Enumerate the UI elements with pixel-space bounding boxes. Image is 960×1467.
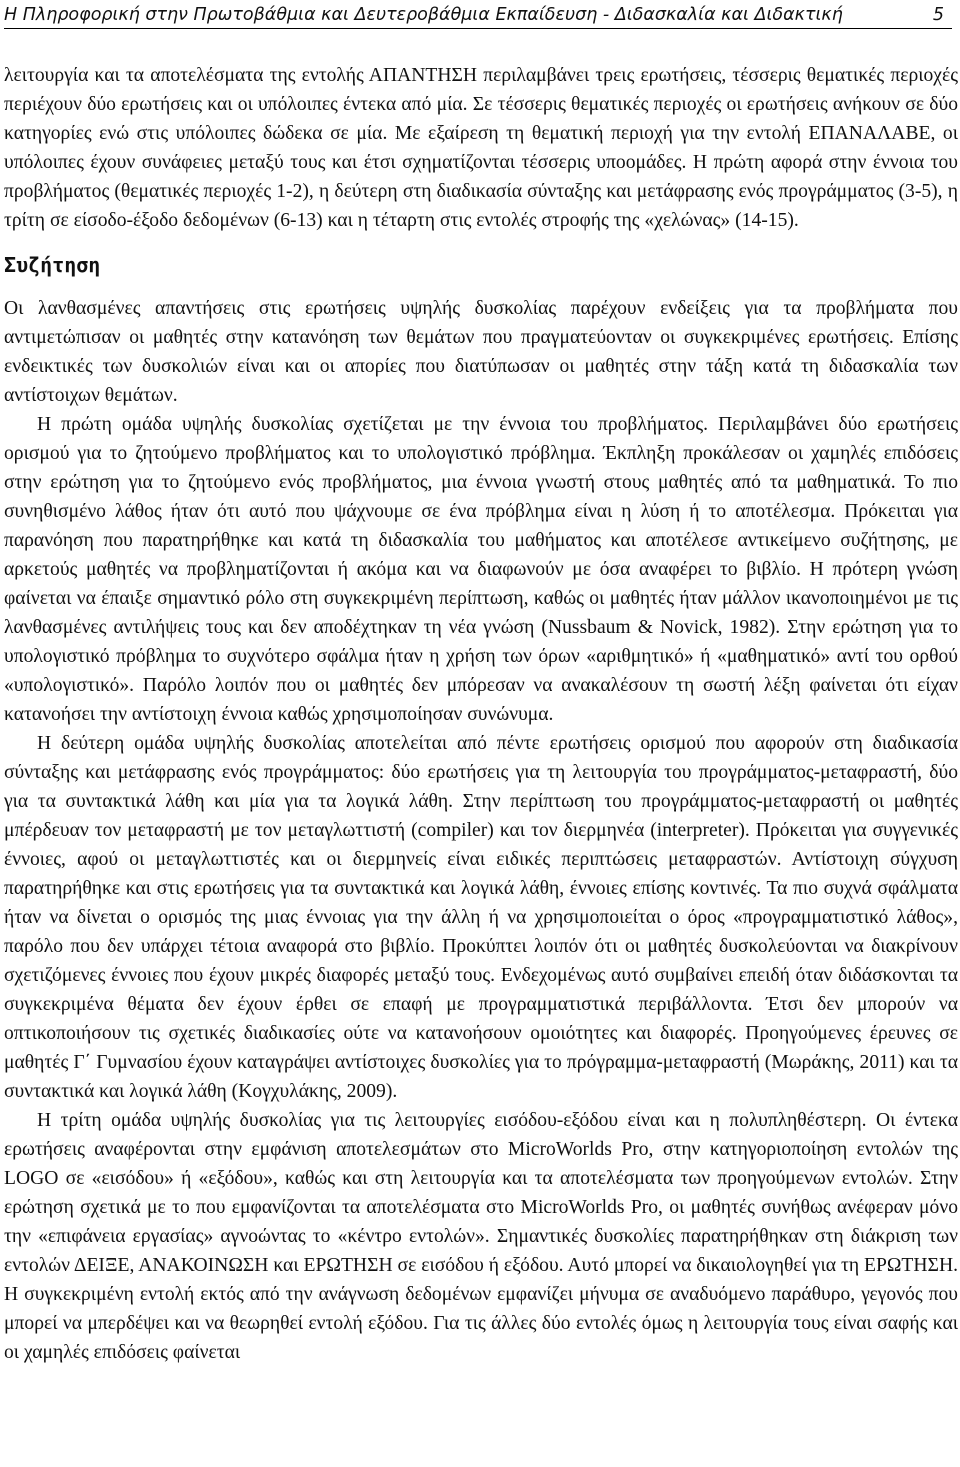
paragraph-translation: Η δεύτερη ομάδα υψηλής δυσκολίας αποτελείται από πέντε ερωτήσεις ορισμού που αφορούν στη διαδικασία σύνταξης και μετάφρασης ενός προγράμματος: δύο ερωτήσεις για τη λειτουργία του προγράμματος-μεταφραστή, δύο για τα συντακτικά λάθη και μία για τα λογικά λάθη. Στην περίπτωση του προγράμματος-μεταφραστή οι μαθητές μπέρδευαν τον μεταφραστή με τον μεταγλωττιστή (compiler) και τον διερμηνέα (interpreter). Πρόκειται για συγγενικές έννοιες, αφού οι μεταγλωττιστές και οι διερμηνείς είναι ειδικές περιπτώσεις μεταφραστών. Αντίστοιχη σύγχυση παρατηρήθηκε και στις ερωτήσεις για τα συντακτικά και λογικά λάθη, έννοιες επίσης κοντινές. Τα πιο συχνά σφάλματα ήταν να δίνεται ο ορισμός της μιας έννοιας για την άλλη ή να χρησιμοποιείται ο όρος «προγραμματιστικό λάθος», παρόλο που δεν υπάρχει τέτοια αναφορά στο βιβλίο. Προκύπτει λοιπόν ότι οι μαθητές δυσκολεύονται να διακρίνουν σχετιζόμενες έννοιες που έχουν μικρές διαφορές μεταξύ τους. Ενδεχομένως αυτό συμβαίνει επειδή όταν διδάσκονται τα συγκεκριμένα θέματα δεν έχουν έρθει σε επαφή με προγραμματιστικά περιβάλλοντα. Έτσι δεν μπορούν να οπτικοποιήσουν τις σχετικές διαδικασίες ούτε να κατανοήσουν ομοιότητες και διαφορές. Προηγούμενες έρευνες σε μαθητές Γ΄ Γυμνασίου έχουν καταγράψει αντίστοιχες δυσκολίες για το πρόγραμμα-μεταφραστή (Μωράκης, 2011) και τα συντακτικά και λογικά λάθη (Κογχυλάκης, 2009). [4, 733, 958, 1102]
paragraph-input-output: Η τρίτη ομάδα υψηλής δυσκολίας για τις λειτουργίες εισόδου-εξόδου είναι και η πολυπληθέστερη. Οι έντεκα ερωτήσεις αναφέρονται στην εμφάνιση αποτελεσμάτων στο MicroWorlds Pro, στην κατηγοριοποίηση εντολών της LOGO σε «εισόδου» ή «εξόδου», καθώς και στη λειτουργία και τα αποτελέσματα των προηγούμενων εντολών. Στην ερώτηση σχετικά με το που εμφανίζονται τα αποτελέσματα στο MicroWorlds Pro, οι μαθητές συνήθως ανέφεραν μόνο την «επιφάνεια εργασίας» αγνοώντας το «κέντρο εντολών». Σημαντικές δυσκολίες παρατηρήθηκαν στη διάκριση των εντολών ΔΕΙΞΕ, ΑΝΑΚΟΙΝΩΣΗ και ΕΡΩΤΗΣΗ σε εισόδου ή εξόδου. Αυτό μπορεί να δικαιολογηθεί για τη ΕΡΩΤΗΣΗ. Η συγκεκριμένη εντολή εκτός από την ανάγνωση δεδομένων εμφανίζει μήνυμα σε αναδυόμενο παράθυρο, γεγονός που μπορεί να μπερδέψει και να θεωρηθεί εντολή εξόδου. Για τις άλλες δύο εντολές όμως η λειτουργία τους είναι σαφής και οι χαμηλές επιδόσεις φαίνεται [4, 1110, 958, 1363]
running-header-title: Η Πληροφορική στην Πρωτοβάθμια και Δευτεροβάθμια Εκπαίδευση - Διδασκαλία και Διδακτική [4, 5, 843, 25]
running-header [4, 4, 952, 29]
intro-paragraph: λειτουργία και τα αποτελέσματα της εντολής ΑΠΑΝΤΗΣΗ περιλαμβάνει τρεις ερωτήσεις, τέσσερις θεματικές περιοχές περιέχουν δύο ερωτήσεις και οι υπόλοιπες έντεκα από μία. Σε τέσσερις θεματικές περιοχές οι ερωτήσεις ανήκουν σε δύο κατηγορίες ενώ στις υπόλοιπες δώδεκα σε μία. Με εξαίρεση τη θεματική περιοχή για την εντολή ΕΠΑΝΑΛΑΒΕ, οι υπόλοιπες έχουν συνάφειες μεταξύ τους και έτσι σχηματίζονται τέσσερις υποομάδες. Η πρώτη αφορά στην έννοια του προβλήματος (θεματικές περιοχές 1-2), η δεύτερη στη διαδικασία σύνταξης και μετάφρασης ενός προγράμματος (3-5), η τρίτη σε είσοδο-έξοδο δεδομένων (6-13) και η τέταρτη στις εντολές στροφής της «χελώνας» (14-15). [4, 65, 958, 231]
paragraph-first: Οι λανθασμένες απαντήσεις στις ερωτήσεις υψηλής δυσκολίας παρέχουν ενδείξεις για τα προβλήματα που αντιμετώπισαν οι μαθητές στην κατανόηση των θεμάτων που πραγματεύονταν οι συγκεκριμένες ερωτήσεις. Επίσης ενδεικτικές των δυσκολιών είναι και οι απορίες που διατύπωσαν οι μαθητές στην τάξη κατά τη διδασκαλία των αντίστοιχων θεμάτων. [4, 298, 958, 406]
paragraph-problem-concept: Η πρώτη ομάδα υψηλής δυσκολίας σχετίζεται με την έννοια του προβλήματος. Περιλαμβάνει δύο ερωτήσεις ορισμού για το ζητούμενο προβλήματος και το υπολογιστικό πρόβλημα. Έκπληξη προκάλεσαν οι χαμηλές επιδόσεις στην ερώτηση για το ζητούμενο ενός προβλήματος, μια έννοια γνωστή στους μαθητές από τα μαθηματικά. Το πιο συνηθισμένο λάθος ήταν ότι αυτό που ψάχνουμε σε ένα πρόβλημα είναι η λύση ή το αποτέλεσμα. Πρόκειται για παρανόηση που παρατηρήθηκε και κατά τη διδασκαλία του μαθήματος και αποτέλεσε αντικείμενο συζήτησης, με αρκετούς μαθητές να προβληματίζονται ή ακόμα και να διαφωνούν με όσα αναφέρει το βιβλίο. Η πρότερη γνώση φαίνεται να έπαιξε σημαντικό ρόλο στη συγκεκριμένη περίπτωση, καθώς οι μαθητές ήταν μάλλον ικανοποιημένοι με τις λανθασμένες αντιλήψεις τους και δεν αποδέχτηκαν τη νέα γνώση (Nussbaum & Novick, 1982). Στην ερώτηση για το υπολογιστικό πρόβλημα το συχνότερο σφάλμα ήταν η χρήση των όρων «αριθμητικό» ή «μαθηματικό» αντί του ορθού «υπολογιστικό». Παρόλο λοιπόν που οι μαθητές δεν μπόρεσαν να ανακαλέσουν τη σωστή λέξη φαίνεται ότι είχαν κατανοήσει την αντίστοιχη έννοια καθώς χρησιμοποίησαν συνώνυμα. [4, 414, 958, 725]
page-body [4, 61, 958, 1367]
section-heading: Συζήτηση [4, 253, 101, 277]
page-number: 5 [932, 5, 944, 25]
